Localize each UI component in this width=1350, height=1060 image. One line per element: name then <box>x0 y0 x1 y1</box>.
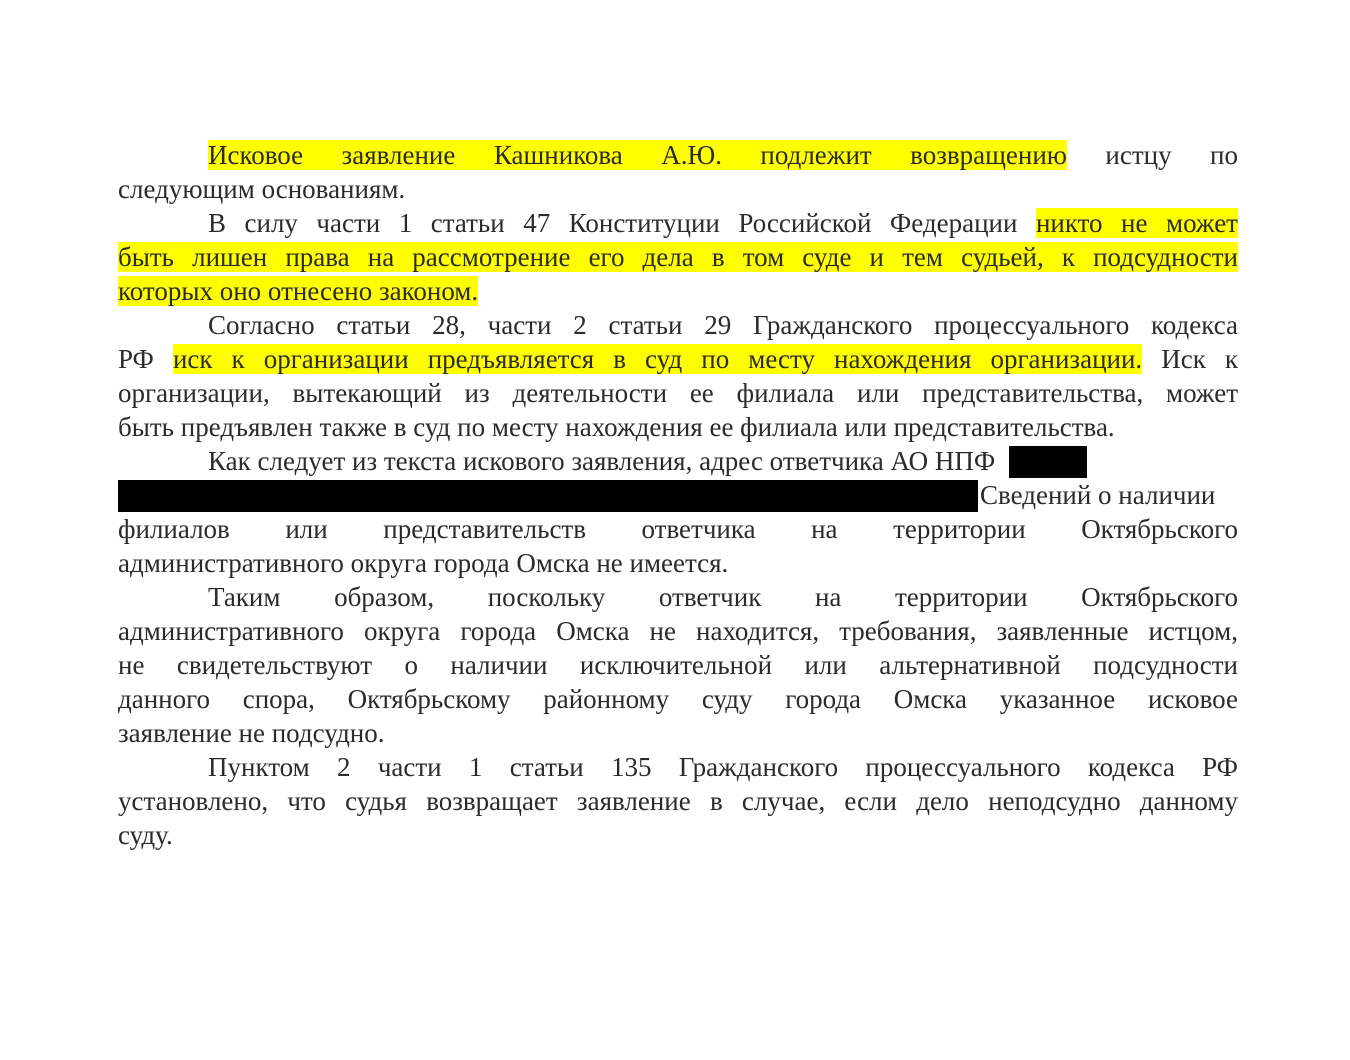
text-line <box>118 750 1238 784</box>
paragraph-article-135 <box>118 750 1238 852</box>
text-fragment: организации, вытекающий из деятельности ее филиала или представительства, может <box>118 378 1238 408</box>
text-line <box>118 716 1238 750</box>
highlighted-text: быть лишен права на рассмотрение его дела в том суде и тем судьей, к подсудности <box>118 242 1238 272</box>
text-fragment: заявление не подсудно. <box>118 718 385 748</box>
text-line <box>118 308 1238 342</box>
text-fragment: установлено, что судья возвращает заявление в случае, если дело неподсудно данному <box>118 786 1238 816</box>
text-line <box>118 206 1238 240</box>
text-line <box>118 376 1238 410</box>
highlighted-text: иск к организации предъявляется в суд по месту нахождения организации. <box>172 344 1143 374</box>
highlighted-text: Исковое заявление Кашникова А.Ю. подлежит возвращению <box>208 140 1067 170</box>
text-line <box>118 648 1238 682</box>
text-fragment: быть предъявлен также в суд по месту нахождения ее филиала или представительства. <box>118 412 1115 442</box>
text-line <box>118 342 1238 376</box>
text-line <box>118 512 1238 546</box>
text-line <box>118 444 1238 478</box>
document-page <box>118 138 1238 852</box>
text-fragment: данного спора, Октябрьскому районному суду города Омска указанное исковое <box>118 684 1238 714</box>
text-fragment: суду. <box>118 820 173 850</box>
text-line <box>118 240 1238 274</box>
highlighted-text: которых оно отнесено законом. <box>118 276 479 306</box>
text-line <box>118 818 1238 852</box>
paragraph-constitution <box>118 206 1238 308</box>
redaction-block <box>118 480 978 512</box>
text-line <box>118 614 1238 648</box>
text-fragment: Таким образом, поскольку ответчик на территории Октябрьского <box>208 582 1238 612</box>
paragraph-return-statement <box>118 138 1238 206</box>
paragraph-defendant-address <box>118 444 1238 580</box>
text-fragment: Пунктом 2 части 1 статьи 135 Гражданского процессуального кодекса РФ <box>208 752 1238 782</box>
text-fragment: не свидетельствуют о наличии исключительной или альтернативной подсудности <box>118 650 1238 680</box>
text-fragment: Сведений о наличии <box>980 480 1216 510</box>
text-fragment: Согласно статьи 28, части 2 статьи 29 Гражданского процессуального кодекса <box>208 310 1238 340</box>
text-line <box>118 138 1238 172</box>
text-line <box>118 274 1238 308</box>
text-line <box>118 784 1238 818</box>
text-fragment: следующим основаниям. <box>118 174 406 204</box>
text-line <box>118 172 1238 206</box>
text-line <box>118 546 1238 580</box>
text-line <box>118 682 1238 716</box>
text-fragment: Иск к <box>1142 344 1238 374</box>
text-fragment: административного округа города Омска не имеется. <box>118 548 729 578</box>
paragraph-conclusion <box>118 580 1238 750</box>
text-fragment: В силу части 1 статьи 47 Конституции Российской Федерации <box>208 208 1036 238</box>
text-line <box>118 580 1238 614</box>
text-line <box>118 478 1238 512</box>
paragraph-civil-code <box>118 308 1238 444</box>
text-fragment: административного округа города Омска не находится, требования, заявленные истцом, <box>118 616 1238 646</box>
text-line <box>118 410 1238 444</box>
text-fragment: филиалов или представительств ответчика на территории Октябрьского <box>118 514 1238 544</box>
text-fragment: истцу по <box>1066 140 1238 170</box>
highlighted-text: никто не может <box>1035 208 1238 238</box>
text-fragment: Как следует из текста искового заявления, адрес ответчика АО НПФ <box>208 446 996 476</box>
redaction-block <box>1009 446 1087 478</box>
text-fragment: РФ <box>118 344 173 374</box>
